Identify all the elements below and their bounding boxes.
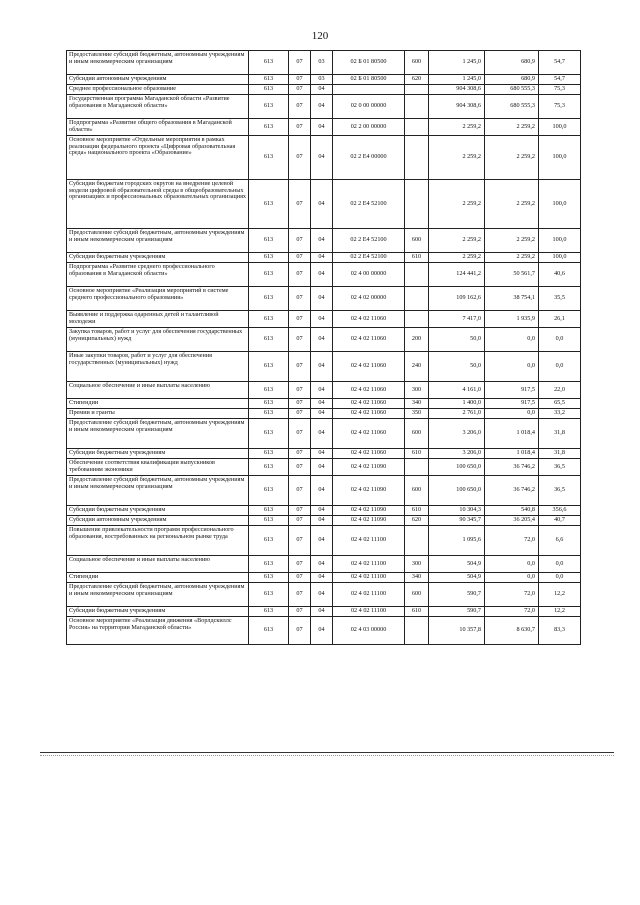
cell-ministry-code: 613 [249, 556, 289, 573]
cell-ministry-code: 613 [249, 85, 289, 95]
cell-actual-amount: 917,5 [485, 382, 539, 399]
cell-subsection-code: 04 [311, 459, 333, 476]
cell-subsection-code: 04 [311, 583, 333, 607]
cell-execution-percent: 36,5 [539, 476, 581, 506]
cell-subsection-code: 04 [311, 180, 333, 229]
cell-execution-percent: 54,7 [539, 75, 581, 85]
cell-ministry-code: 613 [249, 180, 289, 229]
table-row [67, 311, 581, 328]
cell-ministry-code: 613 [249, 75, 289, 85]
table-row [67, 617, 581, 645]
budget-table [66, 50, 581, 645]
cell-subsection-code: 04 [311, 229, 333, 253]
cell-execution-percent: 26,1 [539, 311, 581, 328]
cell-actual-amount: 36 746,2 [485, 459, 539, 476]
cell-target-article: 02 2 00 00000 [333, 119, 405, 136]
cell-ministry-code: 613 [249, 607, 289, 617]
cell-section-code: 07 [289, 95, 311, 119]
cell-name: Субсидии бюджетным учреждениям [67, 253, 249, 263]
table-row [67, 506, 581, 516]
cell-subsection-code: 04 [311, 119, 333, 136]
table-row [67, 583, 581, 607]
cell-section-code: 07 [289, 75, 311, 85]
cell-name: Социальное обеспечение и иные выплаты населению [67, 382, 249, 399]
cell-ministry-code: 613 [249, 516, 289, 526]
cell-execution-percent: 100,0 [539, 229, 581, 253]
cell-target-article: 02 4 02 00000 [333, 287, 405, 311]
cell-planned-amount: 1 095,6 [429, 526, 485, 556]
cell-name: Выявление и поддержка одаренных детей и талантливой молодежи [67, 311, 249, 328]
cell-subsection-code: 04 [311, 506, 333, 516]
cell-name: Среднее профессиональное образование [67, 85, 249, 95]
cell-name: Субсидии бюджетным учреждениям [67, 607, 249, 617]
cell-section-code: 07 [289, 526, 311, 556]
cell-planned-amount: 3 206,0 [429, 449, 485, 459]
cell-subsection-code: 04 [311, 328, 333, 352]
cell-expense-type [405, 263, 429, 287]
cell-target-article [333, 85, 405, 95]
cell-target-article: 02 Б 01 80500 [333, 51, 405, 75]
cell-section-code: 07 [289, 136, 311, 180]
table-row [67, 459, 581, 476]
cell-expense-type: 300 [405, 382, 429, 399]
cell-target-article: 02 4 03 00000 [333, 617, 405, 645]
table-row [67, 399, 581, 409]
cell-planned-amount: 590,7 [429, 583, 485, 607]
cell-expense-type: 600 [405, 476, 429, 506]
cell-execution-percent: 100,0 [539, 180, 581, 229]
cell-subsection-code: 04 [311, 399, 333, 409]
cell-actual-amount: 1 018,4 [485, 449, 539, 459]
cell-name: Премии и гранты [67, 409, 249, 419]
footer-rule [40, 752, 614, 753]
cell-actual-amount: 8 630,7 [485, 617, 539, 645]
table-row [67, 263, 581, 287]
cell-expense-type: 340 [405, 399, 429, 409]
cell-planned-amount: 1 245,0 [429, 75, 485, 85]
table-row [67, 75, 581, 85]
table-row [67, 409, 581, 419]
cell-name: Предоставление субсидий бюджетным, автономным учреждениям и иным некоммерческим организациям [67, 419, 249, 449]
cell-section-code: 07 [289, 419, 311, 449]
cell-actual-amount: 0,0 [485, 409, 539, 419]
cell-name: Стипендии [67, 399, 249, 409]
cell-planned-amount: 904 308,6 [429, 95, 485, 119]
cell-planned-amount: 100 650,0 [429, 459, 485, 476]
cell-section-code: 07 [289, 516, 311, 526]
cell-execution-percent: 65,5 [539, 399, 581, 409]
table-row [67, 180, 581, 229]
table-row [67, 607, 581, 617]
cell-actual-amount: 38 754,1 [485, 287, 539, 311]
cell-name: Повышение привлекательности программ профессионального образования, востребованных на региональном рынке труда [67, 526, 249, 556]
cell-target-article: 02 4 02 11060 [333, 352, 405, 382]
cell-expense-type: 340 [405, 573, 429, 583]
cell-name: Государственная программа Магаданской области «Развитие образования в Магаданской области» [67, 95, 249, 119]
cell-planned-amount: 2 259,2 [429, 229, 485, 253]
cell-planned-amount: 50,0 [429, 352, 485, 382]
cell-subsection-code: 04 [311, 526, 333, 556]
cell-target-article: 02 4 02 11100 [333, 607, 405, 617]
cell-target-article: 02 4 02 11100 [333, 556, 405, 573]
cell-execution-percent: 75,3 [539, 95, 581, 119]
cell-actual-amount: 680 555,3 [485, 85, 539, 95]
cell-expense-type: 300 [405, 556, 429, 573]
cell-name: Субсидии автономным учреждениям [67, 75, 249, 85]
cell-actual-amount: 2 259,2 [485, 119, 539, 136]
cell-section-code: 07 [289, 409, 311, 419]
cell-actual-amount: 36 746,2 [485, 476, 539, 506]
cell-subsection-code: 04 [311, 573, 333, 583]
cell-name: Подпрограмма «Развитие среднего профессионального образования в Магаданской области» [67, 263, 249, 287]
cell-name: Основное мероприятие «Реализация движения «Ворлдскиллс Россия» на территории Магаданской области» [67, 617, 249, 645]
cell-section-code: 07 [289, 556, 311, 573]
cell-section-code: 07 [289, 229, 311, 253]
cell-ministry-code: 613 [249, 476, 289, 506]
cell-execution-percent: 100,0 [539, 136, 581, 180]
cell-actual-amount: 1 018,4 [485, 419, 539, 449]
cell-name: Иные закупки товаров, работ и услуг для обеспечения государственных (муниципальных) нужд [67, 352, 249, 382]
table-row [67, 85, 581, 95]
cell-ministry-code: 613 [249, 311, 289, 328]
cell-planned-amount: 1 245,0 [429, 51, 485, 75]
cell-ministry-code: 613 [249, 617, 289, 645]
cell-subsection-code: 04 [311, 136, 333, 180]
cell-expense-type [405, 180, 429, 229]
cell-execution-percent: 6,6 [539, 526, 581, 556]
cell-execution-percent: 0,0 [539, 328, 581, 352]
cell-planned-amount: 10 357,8 [429, 617, 485, 645]
cell-expense-type: 600 [405, 419, 429, 449]
cell-ministry-code: 613 [249, 573, 289, 583]
cell-execution-percent: 356,6 [539, 506, 581, 516]
cell-target-article: 02 4 02 11100 [333, 583, 405, 607]
table-row [67, 136, 581, 180]
cell-subsection-code: 04 [311, 409, 333, 419]
cell-execution-percent: 54,7 [539, 51, 581, 75]
cell-name: Предоставление субсидий бюджетным, автономным учреждениям и иным некоммерческим организациям [67, 476, 249, 506]
cell-section-code: 07 [289, 180, 311, 229]
cell-subsection-code: 03 [311, 75, 333, 85]
cell-target-article: 02 4 02 11060 [333, 449, 405, 459]
cell-target-article: 02 4 02 11090 [333, 506, 405, 516]
cell-expense-type [405, 136, 429, 180]
cell-ministry-code: 613 [249, 119, 289, 136]
cell-target-article: 02 2 E4 52100 [333, 253, 405, 263]
cell-planned-amount: 109 162,6 [429, 287, 485, 311]
cell-target-article: 02 0 00 00000 [333, 95, 405, 119]
cell-section-code: 07 [289, 476, 311, 506]
cell-expense-type [405, 311, 429, 328]
cell-section-code: 07 [289, 399, 311, 409]
cell-target-article: 02 4 02 11060 [333, 311, 405, 328]
cell-planned-amount: 4 161,0 [429, 382, 485, 399]
cell-planned-amount: 100 650,0 [429, 476, 485, 506]
cell-planned-amount: 2 259,2 [429, 136, 485, 180]
cell-name: Субсидии бюджетам городских округов на внедрение целевой модели цифровой образовательной среды в общеобразовательных организациях и профессиональных образовательных организациях [67, 180, 249, 229]
cell-expense-type [405, 459, 429, 476]
cell-planned-amount: 590,7 [429, 607, 485, 617]
cell-expense-type [405, 119, 429, 136]
cell-planned-amount: 2 761,0 [429, 409, 485, 419]
cell-ministry-code: 613 [249, 459, 289, 476]
cell-actual-amount: 72,0 [485, 526, 539, 556]
cell-actual-amount: 680,9 [485, 75, 539, 85]
cell-subsection-code: 04 [311, 607, 333, 617]
cell-section-code: 07 [289, 287, 311, 311]
table-row [67, 51, 581, 75]
cell-ministry-code: 613 [249, 263, 289, 287]
cell-actual-amount: 2 259,2 [485, 136, 539, 180]
cell-target-article: 02 4 02 11090 [333, 516, 405, 526]
cell-expense-type: 610 [405, 449, 429, 459]
cell-target-article: 02 2 E4 52100 [333, 229, 405, 253]
cell-expense-type: 620 [405, 516, 429, 526]
cell-planned-amount: 2 259,2 [429, 253, 485, 263]
cell-actual-amount: 917,5 [485, 399, 539, 409]
cell-actual-amount: 0,0 [485, 573, 539, 583]
cell-ministry-code: 613 [249, 583, 289, 607]
cell-expense-type: 200 [405, 328, 429, 352]
cell-subsection-code: 04 [311, 419, 333, 449]
cell-ministry-code: 613 [249, 526, 289, 556]
cell-actual-amount: 72,0 [485, 607, 539, 617]
cell-execution-percent: 100,0 [539, 119, 581, 136]
table-row [67, 352, 581, 382]
cell-target-article: 02 4 02 11090 [333, 476, 405, 506]
cell-execution-percent: 40,6 [539, 263, 581, 287]
cell-name: Подпрограмма «Развитие общего образования в Магаданской области» [67, 119, 249, 136]
table-row [67, 419, 581, 449]
cell-execution-percent: 0,0 [539, 352, 581, 382]
page-number: 120 [311, 30, 329, 42]
cell-subsection-code: 04 [311, 253, 333, 263]
cell-section-code: 07 [289, 311, 311, 328]
cell-section-code: 07 [289, 328, 311, 352]
cell-expense-type [405, 617, 429, 645]
cell-section-code: 07 [289, 119, 311, 136]
cell-expense-type: 350 [405, 409, 429, 419]
cell-ministry-code: 613 [249, 419, 289, 449]
cell-subsection-code: 04 [311, 382, 333, 399]
cell-actual-amount: 0,0 [485, 556, 539, 573]
cell-planned-amount: 2 259,2 [429, 180, 485, 229]
cell-expense-type: 620 [405, 75, 429, 85]
cell-execution-percent: 36,5 [539, 459, 581, 476]
cell-actual-amount: 50 561,7 [485, 263, 539, 287]
cell-name: Закупка товаров, работ и услуг для обеспечения государственных (муниципальных) нужд [67, 328, 249, 352]
cell-subsection-code: 04 [311, 556, 333, 573]
cell-actual-amount: 2 259,2 [485, 229, 539, 253]
table-row [67, 287, 581, 311]
cell-execution-percent: 83,3 [539, 617, 581, 645]
cell-name: Предоставление субсидий бюджетным, автономным учреждениям и иным некоммерческим организациям [67, 51, 249, 75]
cell-target-article: 02 4 02 11060 [333, 409, 405, 419]
cell-execution-percent: 0,0 [539, 556, 581, 573]
cell-ministry-code: 613 [249, 95, 289, 119]
cell-section-code: 07 [289, 263, 311, 287]
table-row [67, 526, 581, 556]
table-body [67, 51, 581, 645]
cell-planned-amount: 904 308,6 [429, 85, 485, 95]
cell-target-article: 02 4 02 11060 [333, 328, 405, 352]
cell-target-article: 02 4 02 11060 [333, 399, 405, 409]
cell-planned-amount: 1 400,0 [429, 399, 485, 409]
cell-ministry-code: 613 [249, 409, 289, 419]
cell-expense-type [405, 526, 429, 556]
table-row [67, 449, 581, 459]
cell-subsection-code: 04 [311, 311, 333, 328]
cell-section-code: 07 [289, 449, 311, 459]
cell-name: Предоставление субсидий бюджетным, автономным учреждениям и иным некоммерческим организациям [67, 229, 249, 253]
cell-section-code: 07 [289, 573, 311, 583]
cell-section-code: 07 [289, 51, 311, 75]
cell-section-code: 07 [289, 352, 311, 382]
cell-target-article: 02 Б 01 80500 [333, 75, 405, 85]
cell-subsection-code: 04 [311, 476, 333, 506]
cell-execution-percent: 40,7 [539, 516, 581, 526]
cell-name: Основное мероприятие «Отдельные мероприятия в рамках реализации федерального проекта «Цифровая образовательная среда» национального проекта «Образование» [67, 136, 249, 180]
cell-name: Субсидии бюджетным учреждениям [67, 449, 249, 459]
table-row [67, 382, 581, 399]
cell-name: Предоставление субсидий бюджетным, автономным учреждениям и иным некоммерческим организациям [67, 583, 249, 607]
table-row [67, 95, 581, 119]
cell-expense-type: 610 [405, 607, 429, 617]
cell-planned-amount: 124 441,2 [429, 263, 485, 287]
cell-target-article: 02 2 E4 00000 [333, 136, 405, 180]
cell-section-code: 07 [289, 459, 311, 476]
cell-ministry-code: 613 [249, 229, 289, 253]
cell-target-article: 02 4 02 11090 [333, 459, 405, 476]
cell-section-code: 07 [289, 382, 311, 399]
table-row [67, 516, 581, 526]
cell-ministry-code: 613 [249, 352, 289, 382]
cell-ministry-code: 613 [249, 51, 289, 75]
cell-planned-amount: 10 304,3 [429, 506, 485, 516]
cell-section-code: 07 [289, 607, 311, 617]
cell-planned-amount: 2 259,2 [429, 119, 485, 136]
cell-execution-percent: 33,2 [539, 409, 581, 419]
cell-expense-type [405, 95, 429, 119]
cell-execution-percent: 100,0 [539, 253, 581, 263]
cell-expense-type [405, 85, 429, 95]
cell-section-code: 07 [289, 85, 311, 95]
cell-expense-type: 610 [405, 506, 429, 516]
cell-planned-amount: 3 206,0 [429, 419, 485, 449]
cell-section-code: 07 [289, 506, 311, 516]
cell-actual-amount: 540,8 [485, 506, 539, 516]
cell-actual-amount: 0,0 [485, 352, 539, 382]
cell-section-code: 07 [289, 617, 311, 645]
cell-name: Социальное обеспечение и иные выплаты населению [67, 556, 249, 573]
table-row [67, 476, 581, 506]
cell-target-article: 02 4 02 11100 [333, 573, 405, 583]
cell-actual-amount: 0,0 [485, 328, 539, 352]
table-row [67, 119, 581, 136]
cell-ministry-code: 613 [249, 287, 289, 311]
cell-name: Стипендии [67, 573, 249, 583]
cell-execution-percent: 75,3 [539, 85, 581, 95]
footer-dotted-rule [40, 755, 614, 756]
cell-target-article: 02 4 00 00000 [333, 263, 405, 287]
cell-execution-percent: 12,2 [539, 583, 581, 607]
cell-name: Субсидии автономным учреждениям [67, 516, 249, 526]
cell-expense-type: 600 [405, 229, 429, 253]
cell-subsection-code: 04 [311, 263, 333, 287]
cell-actual-amount: 1 935,9 [485, 311, 539, 328]
cell-planned-amount: 90 345,7 [429, 516, 485, 526]
cell-ministry-code: 613 [249, 449, 289, 459]
cell-actual-amount: 2 259,2 [485, 180, 539, 229]
cell-ministry-code: 613 [249, 136, 289, 180]
cell-subsection-code: 04 [311, 352, 333, 382]
cell-execution-percent: 35,5 [539, 287, 581, 311]
cell-section-code: 07 [289, 253, 311, 263]
table-row [67, 253, 581, 263]
cell-actual-amount: 72,0 [485, 583, 539, 607]
cell-subsection-code: 04 [311, 95, 333, 119]
cell-subsection-code: 03 [311, 51, 333, 75]
cell-name: Обеспечение соответствия квалификации выпускников требованиям экономики [67, 459, 249, 476]
cell-name: Субсидии бюджетным учреждениям [67, 506, 249, 516]
cell-actual-amount: 680,9 [485, 51, 539, 75]
cell-subsection-code: 04 [311, 449, 333, 459]
cell-ministry-code: 613 [249, 399, 289, 409]
table-row [67, 328, 581, 352]
cell-subsection-code: 04 [311, 617, 333, 645]
cell-execution-percent: 31,8 [539, 449, 581, 459]
cell-execution-percent: 12,2 [539, 607, 581, 617]
cell-planned-amount: 504,9 [429, 573, 485, 583]
cell-planned-amount: 50,0 [429, 328, 485, 352]
cell-expense-type: 600 [405, 51, 429, 75]
table-row [67, 229, 581, 253]
cell-actual-amount: 2 259,2 [485, 253, 539, 263]
cell-subsection-code: 04 [311, 287, 333, 311]
cell-ministry-code: 613 [249, 253, 289, 263]
cell-expense-type: 600 [405, 583, 429, 607]
cell-target-article: 02 4 02 11100 [333, 526, 405, 556]
cell-ministry-code: 613 [249, 382, 289, 399]
cell-name: Основное мероприятие «Реализация мероприятий в системе среднего профессионального образования» [67, 287, 249, 311]
table-row [67, 556, 581, 573]
cell-actual-amount: 680 555,3 [485, 95, 539, 119]
cell-section-code: 07 [289, 583, 311, 607]
cell-planned-amount: 7 417,0 [429, 311, 485, 328]
cell-ministry-code: 613 [249, 328, 289, 352]
cell-execution-percent: 31,8 [539, 419, 581, 449]
cell-actual-amount: 36 205,4 [485, 516, 539, 526]
cell-ministry-code: 613 [249, 506, 289, 516]
table-row [67, 573, 581, 583]
cell-target-article: 02 4 02 11060 [333, 382, 405, 399]
cell-expense-type [405, 287, 429, 311]
cell-expense-type: 610 [405, 253, 429, 263]
cell-expense-type: 240 [405, 352, 429, 382]
cell-subsection-code: 04 [311, 516, 333, 526]
cell-target-article: 02 4 02 11060 [333, 419, 405, 449]
cell-planned-amount: 504,9 [429, 556, 485, 573]
cell-target-article: 02 2 E4 52100 [333, 180, 405, 229]
cell-execution-percent: 0,0 [539, 573, 581, 583]
cell-execution-percent: 22,0 [539, 382, 581, 399]
cell-subsection-code: 04 [311, 85, 333, 95]
